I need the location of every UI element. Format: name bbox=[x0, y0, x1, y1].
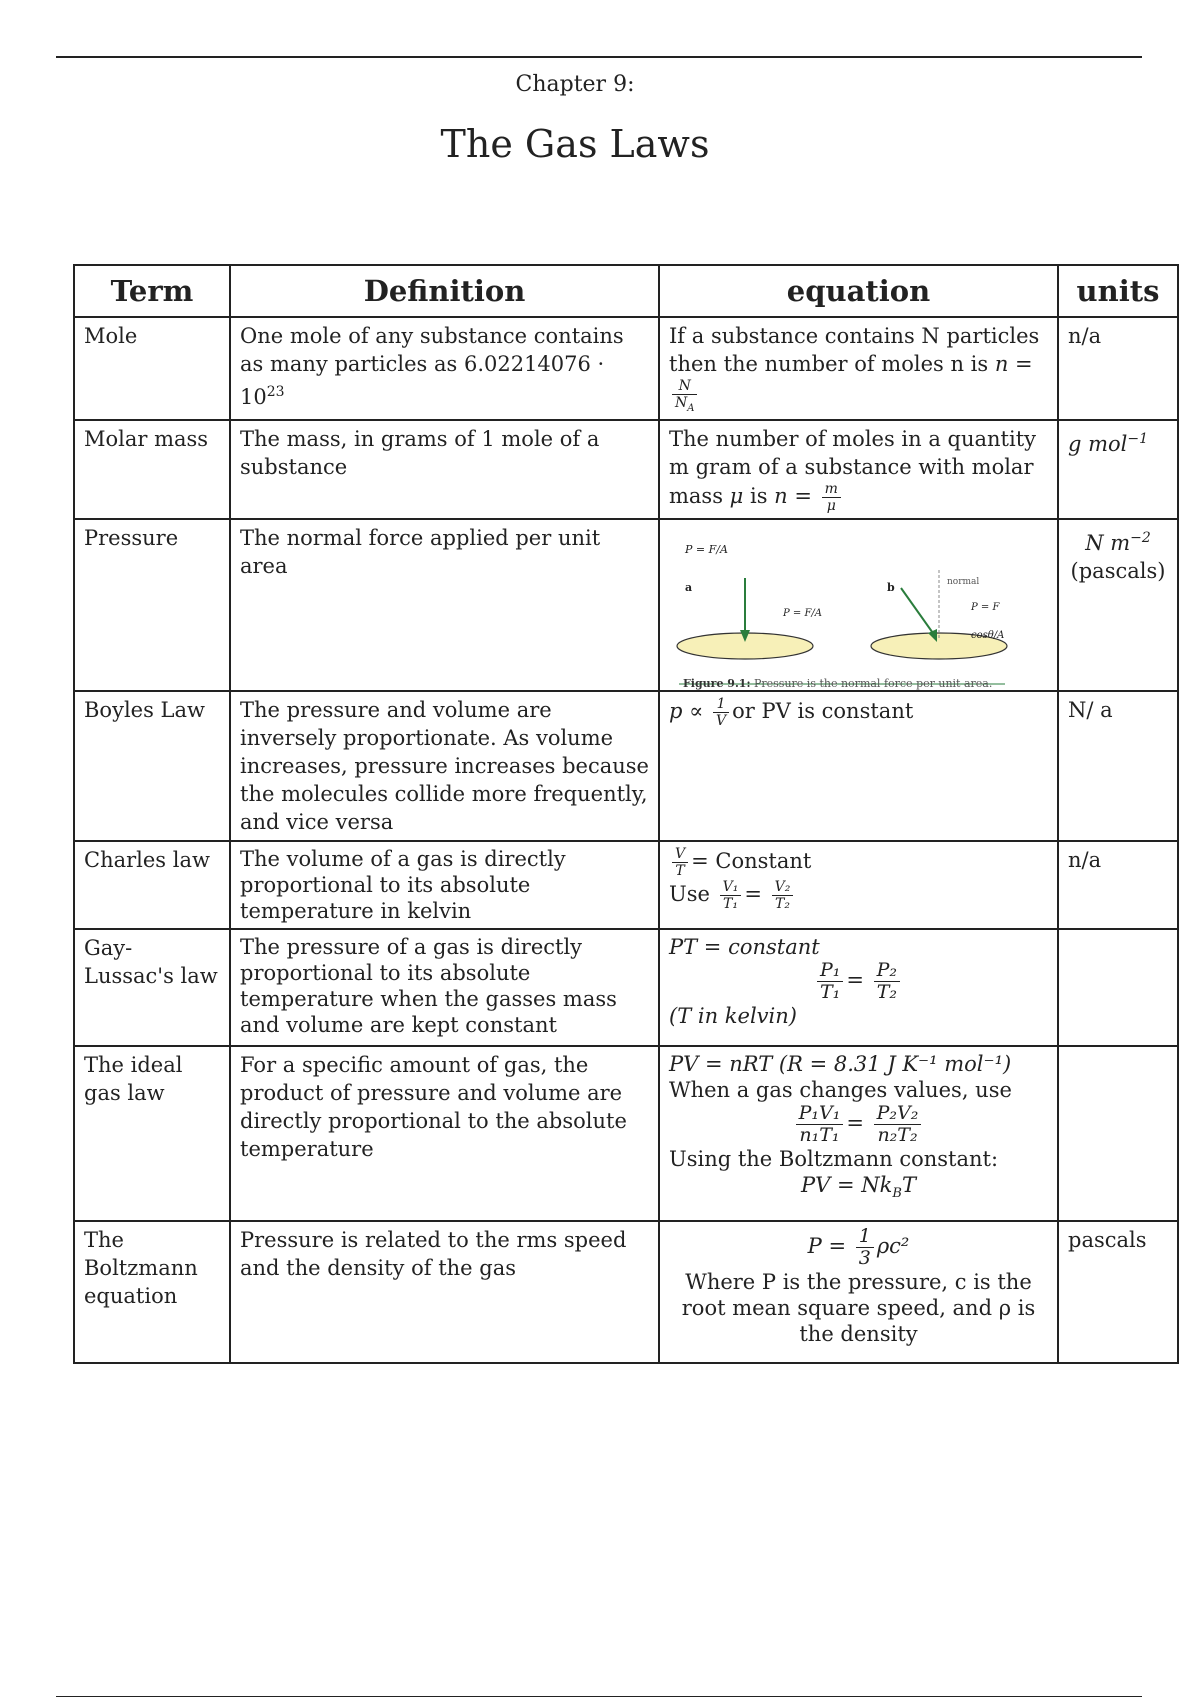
term-cell: Gay-Lussac's law bbox=[74, 929, 230, 1046]
header-term: Term bbox=[74, 265, 230, 317]
equation-cell: If a substance contains N particles then the number of moles n is n = $\frac{N}{N_A}$ bbox=[659, 317, 1058, 420]
header-definition: Definition bbox=[230, 265, 659, 317]
term-cell: Pressure bbox=[74, 519, 230, 691]
table-row-boyles bbox=[74, 691, 1178, 841]
pressure-figure: P = F/A a b P = F/A P = F cosθ/A normal Figure 9.1: Pressure is the normal force per unit area. bbox=[669, 526, 1009, 686]
force-arrow-b bbox=[901, 588, 935, 636]
equation-cell: $\frac{V}{T}$ = Constant Use $\frac{\text{V₁}}{\text{T₁}}$ = $\frac{\text{V₂}}{\text{T₂}}$ bbox=[659, 841, 1058, 929]
table-row-molar-mass bbox=[74, 420, 1178, 519]
molar-fraction: $\frac{m}{\mu}$ bbox=[822, 481, 841, 514]
definition-cell: One mole of any substance contains as many particles as $6.02214076 \cdot 10^{23}$ bbox=[230, 317, 659, 420]
table-row-boltzmann bbox=[74, 1221, 1178, 1363]
table-row-gay-lussac bbox=[74, 929, 1178, 1046]
definition-cell: The normal force applied per unit area bbox=[230, 519, 659, 691]
chapter-label: Chapter 9: bbox=[515, 72, 635, 97]
definition-cell: For a specific amount of gas, the product of pressure and volume are directly proportional to the absolute temperature bbox=[230, 1046, 659, 1221]
gas-laws-table bbox=[73, 264, 1179, 1364]
bottom-rule bbox=[56, 1696, 1142, 1697]
units-cell: n/a bbox=[1058, 317, 1178, 420]
term-cell: Charles law bbox=[74, 841, 230, 929]
equation-cell: The number of moles in a quantity m gram of a substance with molar mass μ is n = $\frac{m}{\mu}$ bbox=[659, 420, 1058, 519]
units-cell: pascals bbox=[1058, 1221, 1178, 1363]
table-row-ideal-gas bbox=[74, 1046, 1178, 1221]
header-equation: equation bbox=[659, 265, 1058, 317]
table-row-charles bbox=[74, 841, 1178, 929]
term-cell: The Boltzmann equation bbox=[74, 1221, 230, 1363]
definition-cell: The pressure and volume are inversely proportionate. As volume increases, pressure increases because the molecules collide more frequently, and vice versa bbox=[230, 691, 659, 841]
units-cell: N $m^{-2}$ (pascals) bbox=[1058, 519, 1178, 691]
mole-fraction: $\frac{N}{N_A}$ bbox=[672, 378, 697, 415]
table-header-row bbox=[74, 265, 1178, 317]
equation-cell: PT = constant $\frac{\text{P₁}}{\text{T₁}}$ = $\frac{\text{P₂}}{\text{T₂}}$ (T in kelvin) bbox=[659, 929, 1058, 1046]
top-rule bbox=[56, 56, 1142, 58]
units-cell bbox=[1058, 1046, 1178, 1221]
header-units: units bbox=[1058, 265, 1178, 317]
definition-cell: Pressure is related to the rms speed and the density of the gas bbox=[230, 1221, 659, 1363]
definition-cell: The volume of a gas is directly proportional to its absolute temperature in kelvin bbox=[230, 841, 659, 929]
term-cell: The ideal gas law bbox=[74, 1046, 230, 1221]
term-cell: Mole bbox=[74, 317, 230, 420]
definition-cell: The pressure of a gas is directly proportional to its absolute temperature when the gasses mass and volume are kept constant bbox=[230, 929, 659, 1046]
equation-cell bbox=[659, 519, 1058, 691]
definition-cell: The mass, in grams of 1 mole of a substance bbox=[230, 420, 659, 519]
boyles-fraction: $\frac{1}{V}$ bbox=[713, 696, 729, 729]
page-title: The Gas Laws bbox=[440, 122, 710, 166]
units-cell: g mol$^{-1}$ bbox=[1058, 420, 1178, 519]
table-row-mole bbox=[74, 317, 1178, 420]
units-cell: N/ a bbox=[1058, 691, 1178, 841]
units-cell: n/a bbox=[1058, 841, 1178, 929]
equation-cell: PV = nRT (R = 8.31 J K⁻¹ mol⁻¹) When a gas changes values, use $\frac{\text{P₁V₁}}{\text{n₁T₁}}$ = $\frac{\text{P₂V₂}}{\text{n₂T₂}}$ Using the Boltzmann constant: PV = $Nk_BT$ bbox=[659, 1046, 1058, 1221]
units-cell bbox=[1058, 929, 1178, 1046]
table-row-pressure bbox=[74, 519, 1178, 691]
equation-cell: P = $\frac{1}{3}$ ρc² Where P is the pressure, c is the root mean square speed, and ρ is the density bbox=[659, 1221, 1058, 1363]
equation-cell: p ∝ $\frac{1}{V}$ or PV is constant bbox=[659, 691, 1058, 841]
term-cell: Boyles Law bbox=[74, 691, 230, 841]
term-cell: Molar mass bbox=[74, 420, 230, 519]
figure-caption: Figure 9.1: Pressure is the normal force per unit area. bbox=[683, 676, 993, 690]
